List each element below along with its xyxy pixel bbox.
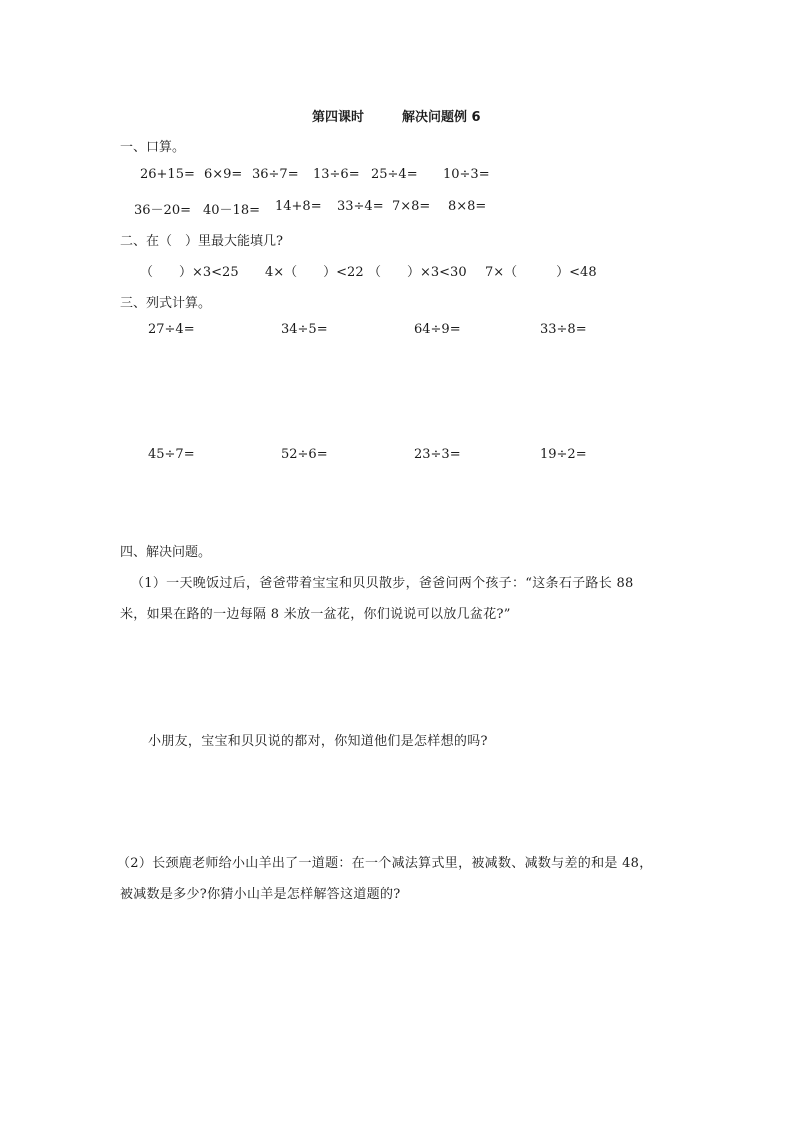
- fill-blank-item: 7×（ ）<48: [485, 265, 597, 280]
- fill-blank-item: 4×（ ）<22: [265, 265, 364, 280]
- problem: 23÷3=: [414, 447, 461, 462]
- problem: 36－20=: [134, 203, 191, 218]
- problem: 8×8=: [448, 199, 487, 214]
- problem: 6×9=: [204, 167, 243, 182]
- fill-blank-item: （ ）×3<25: [140, 265, 239, 280]
- problem: 7×8=: [392, 199, 431, 214]
- problem: 52÷6=: [281, 447, 328, 462]
- section-1-heading: 一、口算。: [120, 140, 186, 155]
- problem-text: （1）一天晚饭过后，爸爸带着宝宝和贝贝散步，爸爸问两个孩子：“这条石子路长 88: [131, 576, 634, 591]
- problem: 19÷2=: [540, 447, 587, 462]
- page-title: 解决问题例 6: [402, 110, 481, 125]
- problem: 27÷4=: [148, 322, 195, 337]
- problem: 40－18=: [203, 203, 260, 218]
- followup-question: 小朋友，宝宝和贝贝说的都对，你知道他们是怎样想的吗?: [148, 734, 488, 749]
- problem: 25÷4=: [371, 167, 418, 182]
- problem-text: 被减数是多少?你猜小山羊是怎样解答这道题的?: [120, 887, 401, 902]
- problem: 33÷4=: [337, 199, 384, 214]
- problem: 36÷7=: [252, 167, 299, 182]
- problem: 33÷8=: [540, 322, 587, 337]
- section-4-heading: 四、解决问题。: [120, 545, 212, 560]
- problem-text: （2）长颈鹿老师给小山羊出了一道题：在一个减法算式里，被减数、减数与差的和是 48，: [117, 856, 653, 871]
- problem: 34÷5=: [281, 322, 328, 337]
- problem: 10÷3=: [443, 167, 490, 182]
- problem: 26+15=: [140, 167, 195, 182]
- problem: 13÷6=: [313, 167, 360, 182]
- problem: 64÷9=: [414, 322, 461, 337]
- problem: 14+8=: [275, 199, 322, 214]
- fill-blank-item: （ ）×3<30: [368, 265, 467, 280]
- section-2-heading: 二、在（ ）里最大能填几?: [120, 234, 283, 249]
- problem-text: 米，如果在路的一边每隔 8 米放一盆花，你们说说可以放几盆花?”: [120, 607, 511, 622]
- section-3-heading: 三、列式计算。: [120, 296, 212, 311]
- lesson-label: 第四课时: [312, 110, 365, 125]
- problem: 45÷7=: [148, 447, 195, 462]
